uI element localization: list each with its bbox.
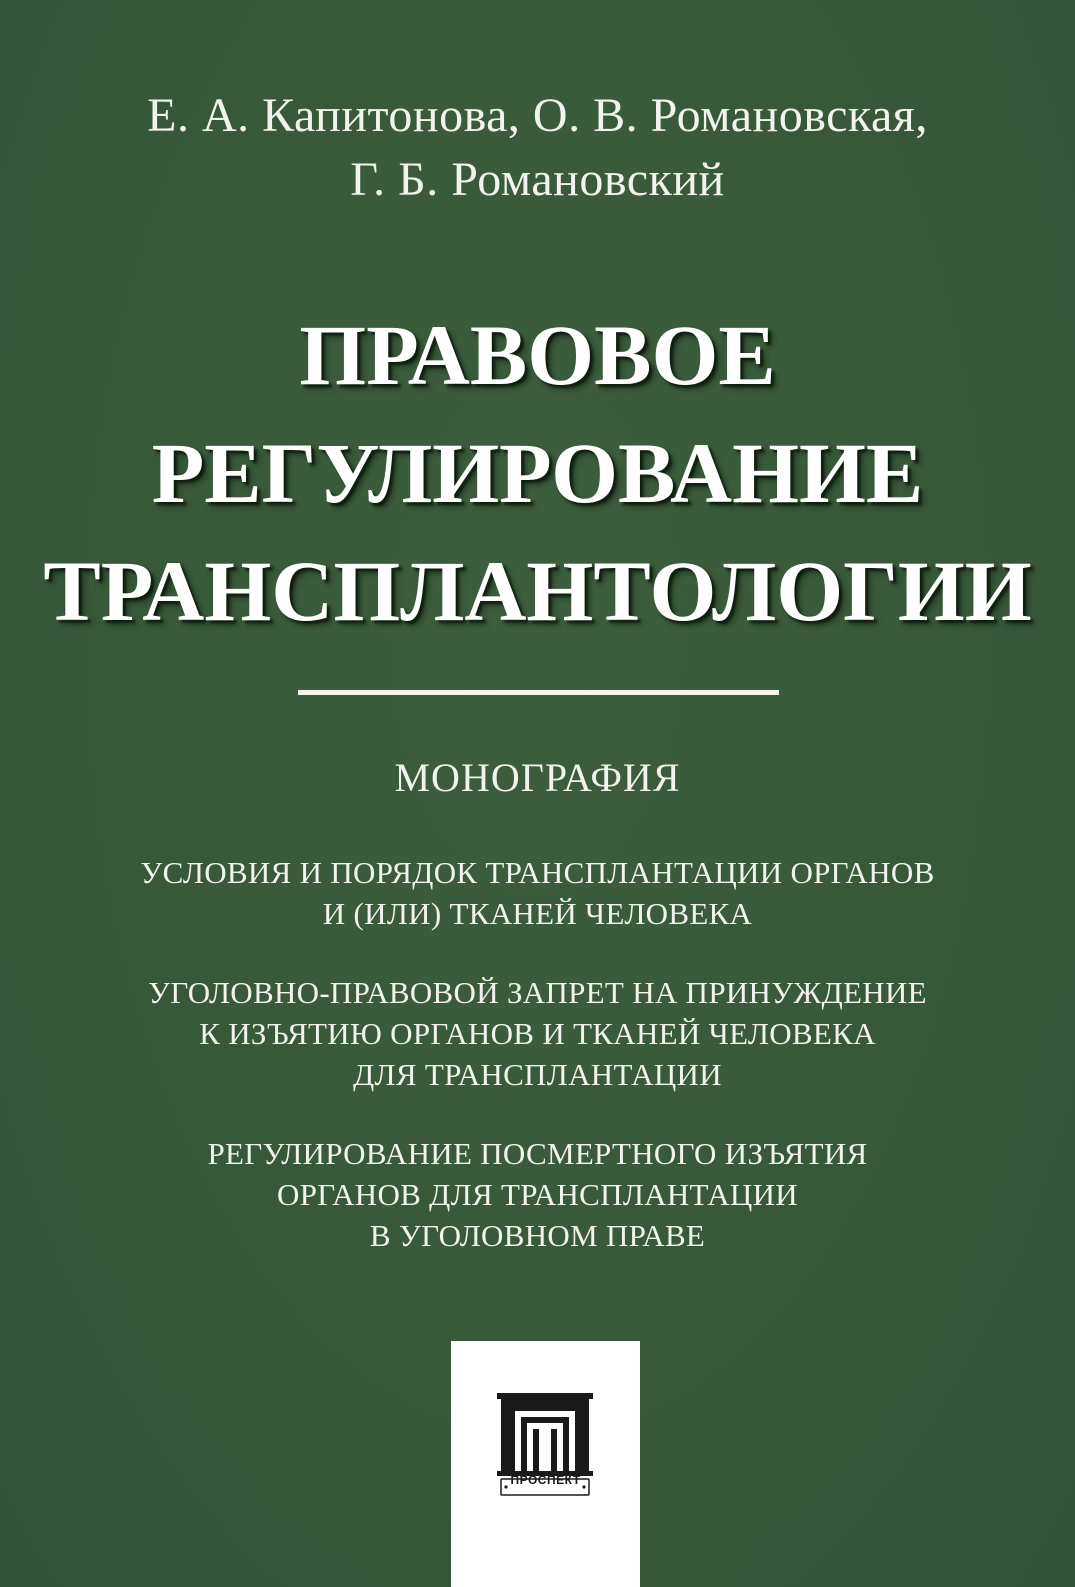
topics-list	[0, 852, 1075, 1294]
publisher-logo-panel	[451, 1341, 640, 1587]
topic-2-line-3: ДЛЯ ТРАНСПЛАНТАЦИИ	[353, 1057, 722, 1092]
authors-line-1: Е. А. Капитонова, О. В. Романовская,	[147, 89, 928, 142]
genre-label: МОНОГРАФИЯ	[394, 755, 681, 800]
topic-3-line-2: ОРГАНОВ ДЛЯ ТРАНСПЛАНТАЦИИ	[277, 1177, 798, 1212]
title-line-1: ПРАВОВОЕ	[299, 307, 776, 403]
authors	[0, 84, 1075, 212]
topic-2-line-1: УГОЛОВНО-ПРАВОВОЙ ЗАПРЕТ НА ПРИНУЖДЕНИЕ	[148, 975, 927, 1010]
book-title	[0, 296, 1075, 650]
topic-2-line-2: К ИЗЪЯТИЮ ОРГАНОВ И ТКАНЕЙ ЧЕЛОВЕКА	[199, 1016, 876, 1051]
title-line-3: ТРАНСПЛАНТОЛОГИИ	[43, 543, 1032, 639]
topic-3-line-1: РЕГУЛИРОВАНИЕ ПОСМЕРТНОГО ИЗЪЯТИЯ	[207, 1136, 868, 1171]
title-divider	[298, 690, 779, 695]
topic-3	[0, 1133, 1075, 1256]
topic-1-line-2: И (ИЛИ) ТКАНЕЙ ЧЕЛОВЕКА	[322, 896, 753, 931]
publisher-name: ПРОСПЕКТ	[510, 1473, 581, 1487]
topic-3-line-3: В УГОЛОВНОМ ПРАВЕ	[369, 1218, 706, 1253]
authors-line-2: Г. Б. Романовский	[350, 153, 725, 206]
topic-1-line-1: УСЛОВИЯ И ПОРЯДОК ТРАНСПЛАНТАЦИИ ОРГАНОВ	[140, 855, 935, 890]
topic-2	[0, 972, 1075, 1095]
title-line-2: РЕГУЛИРОВАНИЕ	[151, 425, 924, 521]
topic-1	[0, 852, 1075, 934]
